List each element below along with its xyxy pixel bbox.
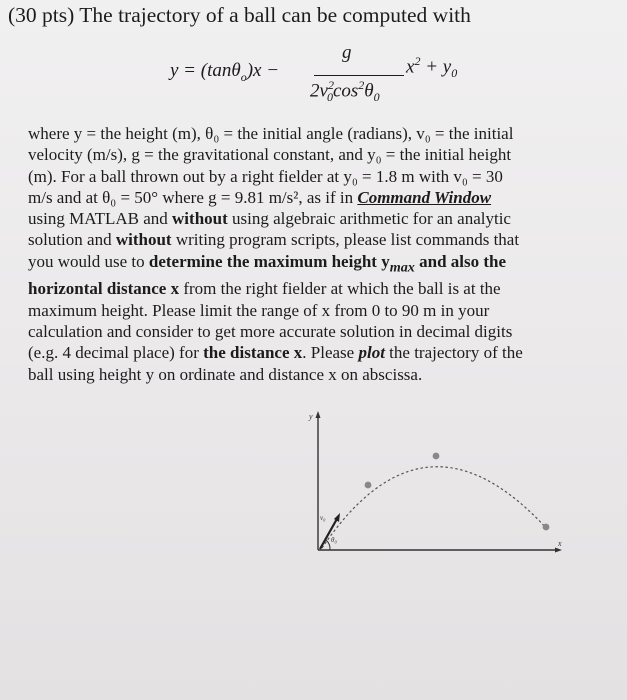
equation-numerator: g	[342, 42, 352, 63]
trajectory-equation	[170, 42, 500, 112]
without-emphasis: without	[115, 230, 172, 250]
max-height-emphasis: determine the maximum height $y_{max}$	[148, 251, 415, 276]
problem-title: (30 pts) The trajectory of a ball can be computed with	[8, 3, 471, 27]
body-line: calculation and consider to get more accurate solution in decimal digits	[28, 322, 513, 342]
body-line: where y = the height (m), θ₀ = the initial angle (radians), v₀ = the initial	[28, 124, 514, 143]
body-line: (m). For a ball thrown out by a right fielder at y₀ = 1.8 m with v₀ = 30	[28, 166, 503, 186]
equation-denominator: $2v^2_0\cos^2\theta_0$	[310, 78, 380, 105]
body-line: you would use to determine the maximum height $y_{max}$ and also the	[28, 251, 507, 276]
command-window-text: Command Window	[357, 187, 492, 207]
without-emphasis: without	[172, 209, 228, 229]
problem-body	[28, 123, 608, 385]
x-axis-arrow	[555, 548, 562, 553]
ball-point	[433, 453, 440, 460]
angle-arc	[326, 540, 330, 550]
body-line: using MATLAB and without using algebraic arithmetic for an analytic	[28, 209, 511, 229]
plot-emphasis: plot	[358, 343, 385, 363]
ball-point	[543, 524, 550, 531]
ball-point	[365, 482, 372, 489]
body-line: m/s and at θ₀ = 50° where g = 9.81 m/s², as if in Command Window	[28, 187, 492, 207]
x-axis-label: x	[558, 539, 562, 548]
trajectory-curve	[322, 467, 548, 548]
distance-emphasis: the distance x	[203, 343, 303, 363]
body-line: solution and without writing program scripts, please list commands that	[28, 230, 520, 250]
fraction-bar	[314, 75, 404, 76]
y-axis-arrow	[316, 411, 321, 418]
horizontal-distance-emphasis: horizontal distance x	[28, 279, 180, 299]
body-line: velocity (m/s), g = the gravitational constant, and y₀ = the initial height	[28, 145, 512, 165]
angle-label: θ₀	[331, 536, 337, 544]
trajectory-sketch	[300, 405, 580, 575]
body-line: maximum height. Please limit the range of x from 0 to 90 m in your	[28, 300, 490, 320]
y-axis-label: y	[309, 412, 313, 421]
body-line: ball using height y on ordinate and distance x on abscissa.	[28, 364, 423, 384]
body-line: (e.g. 4 decimal place) for the distance x. Please plot the trajectory of the	[28, 343, 523, 363]
equation-rhs: $x^2 + y_0$	[406, 54, 458, 81]
body-line: horizontal distance x from the right fielder at which the ball is at the	[28, 279, 501, 299]
equation-lhs: y = (tanθ$_o$)x −	[170, 60, 280, 84]
velocity-label: v₀	[320, 514, 326, 522]
